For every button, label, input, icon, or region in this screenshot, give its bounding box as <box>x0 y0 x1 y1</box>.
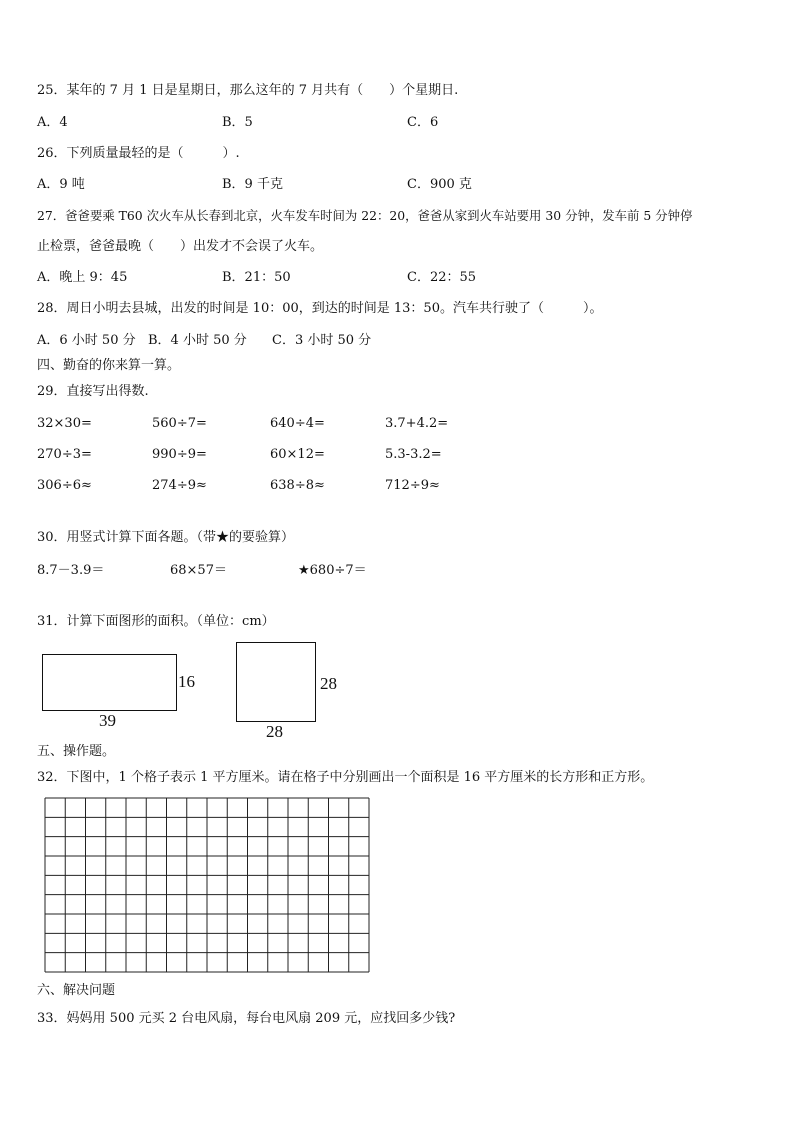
q26-option-b: B．9 千克 <box>222 177 283 192</box>
question-33-text: 33．妈妈用 500 元买 2 台电风扇，每台电风扇 209 元，应找回多少钱? <box>37 1011 456 1026</box>
q25-option-b: B．5 <box>222 115 253 130</box>
q30-item: ★680÷7＝ <box>298 563 367 578</box>
square-height-label: 28 <box>320 674 337 693</box>
square-figure <box>236 642 316 722</box>
q29-item: 270÷3= <box>37 447 92 462</box>
q29-item: 712÷9≈ <box>385 478 440 493</box>
question-29-text: 29．直接写出得数. <box>37 384 149 399</box>
section-5-title: 五、操作题。 <box>37 744 116 759</box>
q25-option-c: C．6 <box>407 115 439 130</box>
q27-option-b: B．21：50 <box>222 270 291 285</box>
rectangle-width-label: 39 <box>99 711 116 730</box>
q29-item: 32×30= <box>37 416 92 431</box>
q25-option-a: A．4 <box>37 115 68 130</box>
rectangle-height-label: 16 <box>178 672 195 691</box>
q29-item: 638÷8≈ <box>270 478 325 493</box>
q30-item: 8.7－3.9＝ <box>37 563 105 578</box>
q29-item: 5.3-3.2= <box>385 447 442 462</box>
q29-item: 3.7+4.2= <box>385 416 449 431</box>
q27-option-c: C．22：55 <box>407 270 477 285</box>
question-27-text-line1: 27．爸爸要乘 T60 次火车从长春到北京，火车发车时间为 22：20，爸爸从家到火车站要用 30 分钟，发车前 5 分钟停 <box>37 208 693 223</box>
question-28-text: 28．周日小明去县城，出发的时间是 10：00，到达的时间是 13：50。汽车共行驶了（ ）。 <box>37 301 603 316</box>
question-27-text-line2: 止检票，爸爸最晚（ ）出发才不会误了火车。 <box>37 239 324 254</box>
rectangle-figure <box>42 654 177 711</box>
question-25-text: 25．某年的 7 月 1 日是星期日，那么这年的 7 月共有（ ）个星期日. <box>37 83 459 98</box>
square-width-label: 28 <box>266 722 283 741</box>
square-grid[interactable] <box>44 797 370 973</box>
q27-option-a: A．晚上 9：45 <box>37 270 128 285</box>
q28-option-c: C．3 小时 50 分 <box>272 333 372 348</box>
question-26-text: 26．下列质量最轻的是（ ）. <box>37 146 240 161</box>
section-4-title: 四、勤奋的你来算一算。 <box>37 358 181 373</box>
q28-option-a: A．6 小时 50 分 <box>37 333 136 348</box>
section-6-title: 六、解决问题 <box>37 983 116 998</box>
question-30-text: 30．用竖式计算下面各题。（带★的要验算） <box>37 530 295 545</box>
q26-option-a: A．9 吨 <box>37 177 85 192</box>
q26-option-c: C．900 克 <box>407 177 472 192</box>
q29-item: 60×12= <box>270 447 325 462</box>
q29-item: 640÷4= <box>270 416 325 431</box>
q28-option-b: B．4 小时 50 分 <box>148 333 247 348</box>
question-32-text: 32．下图中，1 个格子表示 1 平方厘米。请在格子中分别画出一个面积是 16 平方厘米的长方形和正方形。 <box>37 770 654 785</box>
question-31-text: 31．计算下面图形的面积。（单位：cm） <box>37 614 275 629</box>
q30-item: 68×57＝ <box>170 563 227 578</box>
q29-item: 990÷9= <box>152 447 207 462</box>
q29-item: 560÷7= <box>152 416 207 431</box>
q29-item: 274÷9≈ <box>152 478 207 493</box>
q29-item: 306÷6≈ <box>37 478 92 493</box>
